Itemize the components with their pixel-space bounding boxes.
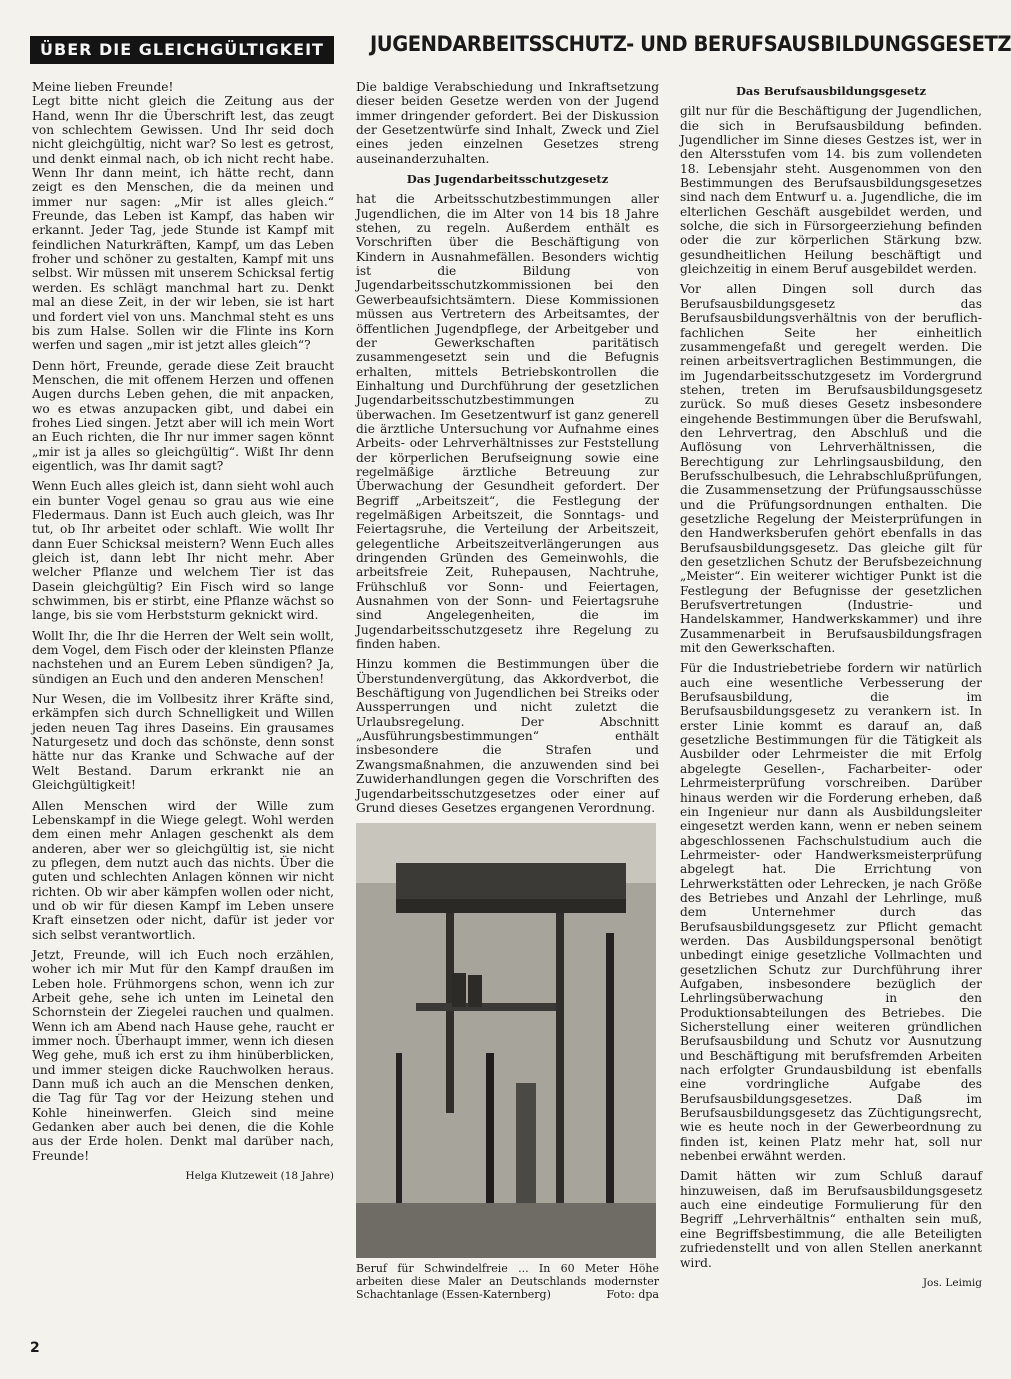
intro-paragraph: Die baldige Verabschiedung und Inkraftsetzung dieser beiden Gesetze werden von der Jugend immer dringender gefordert. Bei der Diskussion der Gesetzentwürfe sind Inhalt, Zweck und Ziel eines jeden einzelnen Gesetzes streng auseinanderzuhalten. bbox=[356, 80, 659, 166]
subheading: Das Jugendarbeitsschutzgesetz bbox=[406, 172, 609, 187]
paragraph: Damit hätten wir zum Schluß darauf hinzuweisen, daß im Berufsausbildungsgesetz auch eine eindeutige Formulierung für den Begriff „Lehrverhältnis“ enthalten sein muß, eine Begriffsbestimmung, die alle Beteiligten zufriedenstellt und von allen Stellen anerkannt wird. bbox=[680, 1169, 982, 1270]
paragraph: gilt nur für die Beschäftigung der Jugendlichen, die sich in Berufsausbildung befinden. Jugendlicher im Sinne dieses Gestzes ist, wer in den Altersstufen vom 14. bis zum vollendeten 18. Lebensjahr steht. Ausgenommen von den Bestimmungen des Berufsausbildungsgesetzes sind nach dem Entwurf u. a. Jugendliche, die im elterlichen Geschäft ausgebildet werden, und solche, die sich in Fürsorgeerziehung befinden oder die zur körperlichen Stärkung bzw. gesundheitlichen Heilung beschäftigt und gleichzeitig in einem Beruf ausgebildet werden. bbox=[680, 104, 982, 277]
subheading: Das Berufsausbildungsgesetz bbox=[735, 84, 927, 98]
paragraph: Meine lieben Freunde! Legt bitte nicht gleich die Zeitung aus der Hand, wenn Ihr die Überschrift lest, das zeugt von schlechtem Gewissen. Und Ihr seid doch nicht gleichgültig, nicht war? So lest es getrost, und denkt einmal nach, ob ich nicht recht habe. Wenn Ihr dann meint, ich hätte recht, dann zeigt es den Menschen, die da meinen und immer nur sagen: „Mir ist alles gleich.“ Freunde, das Leben ist Kampf, das haben wir erkannt. Jeder Tag, jede Stunde ist Kampf mit feindlichen Naturkräften, Kampf, um das Leben froher und schöner zu gestalten, Kampf mit uns selbst. Wir müssen mit unserem Schicksal fertig werden. Es schlägt manchmal hart zu. Denkt mal an diese Zeit, in der wir leben, sie ist hart und fordert viel von uns. Manchmal steht es uns bis zum Halse. Sollen wir die Flinte ins Korn werfen und sagen „mir ist jetzt alles gleich“? bbox=[32, 80, 334, 353]
page-number: 2 bbox=[30, 1340, 40, 1356]
paragraph: Allen Menschen wird der Wille zum Lebenskampf in die Wiege gelegt. Wohl werden dem einen mehr Anlagen geschenkt als dem anderen, aber wer so gleichgültig ist, sie nicht zu pflegen, dem nutzt auch das nichts. Über die guten und schlechten Anlagen können wir nicht richten. Ob wir aber kämpfen wollen oder nicht, und ob wir für diesen Kampf im Leben unsere Kraft einsetzen oder nicht, dafür ist jeder vor sich selbst verantwortlich. bbox=[32, 798, 334, 942]
photo-credit: Foto: dpa bbox=[606, 1288, 659, 1302]
paragraph: Nur Wesen, die im Vollbesitz ihrer Kräfte sind, erkämpfen sich durch Schnelligkeit und Willen jeden neuen Tag ihres Daseins. Ein grausames Naturgesetz und doch das schönste, denn sonst hätte nur das Kranke und Schwache auf der Welt Bestand. Darum erkrankt nie an Gleichgültigkeit! bbox=[32, 692, 334, 793]
column-1 bbox=[32, 80, 334, 1339]
column-2 bbox=[356, 80, 659, 1339]
byline: Jos. Leimig bbox=[922, 1276, 982, 1289]
paragraph: Vor allen Dingen soll durch das Berufsausbildungsgesetz das Berufsausbildungsverhältnis von der beruflich-fachlichen Seite her einheitlich zusammengefaßt und geregelt werden. Die reinen arbeitsvertraglichen Bestimmungen, die im Jugendarbeitsschutzgesetz im Vordergrund stehen, treten im Berufsausbildungsgesetz zurück. So muß dieses Gesetz insbesondere eingehende Bestimmungen über die Berufswahl, den Lehrvertrag, den Abschluß und die Auflösung von Lehrverhältnissen, die Berechtigung zur Lehrlingsausbildung, den Berufsschulbesuch, die Lehrabschlußprüfungen, die Zusammensetzung der Prüfungsausschüsse und die Prüfungsordnungen enthalten. Die gesetzliche Regelung der Meisterprüfungen in den Handwerksberufen gehört ebenfalls in das Berufsausbildungsgesetz. Das gleiche gilt für den gesetzlichen Schutz der Berufsbezeichnung „Meister“. Ein weiterer wichtiger Punkt ist die Festlegung der Befugnisse der gesetzlichen Berufsvertretungen (Industrie- und Handelskammer, Handwerkskammer) und ihre Zusammenarbeit in Berufsausbildungsfragen mit den Gewerkschaften. bbox=[680, 282, 982, 656]
section-header-gleichgueltigkeit: ÜBER DIE GLEICHGÜLTIGKEIT bbox=[30, 36, 334, 64]
paragraph: hat die Arbeitsschutzbestimmungen aller Jugendlichen, die im Alter von 14 bis 18 Jahre stehen, zu regeln. Außerdem enthält es Vorschriften über die Beschäftigung von Kindern in Ausnahmefällen. Besonders wichtig ist die Bildung von Jugendarbeitsschutzkommissionen bei den Gewerbeaufsichtsämtern. Diese Kommissionen müssen aus Vertretern des Arbeitsamtes, der öffentlichen Jugendpflege, der Arbeitgeber und der Gewerkschaften paritätisch zusammengesetzt sein und die Befugnis erhalten, mittels Betriebskontrollen die Einhaltung und Durchführung der gesetzlichen Jugendarbeitsschutzbestimmungen zu überwachen. Im Gesetzentwurf ist ganz generell die ärztliche Untersuchung vor Aufnahme eines Arbeits- oder Lehrverhältnisses zur Feststellung der körperlichen Berufseignung sowie eine regelmäßige ärztliche Betreuung zur Überwachung der Gesundheit gefordert. Der Begriff „Arbeitszeit“, die Festlegung der regelmäßigen Arbeitszeit, die Sonntags- und Feiertagsruhe, die Verteilung der Arbeitszeit, gelegentliche Arbeitszeitverlängerungen aus dringenden Gründen des Gemeinwohls, die arbeitsfreie Zeit, Ruhepausen, Nachtruhe, Frühschluß vor Sonn- und Feiertagen, Ausnahmen von der Sonn- und Feiertagsruhe sind Angelegenheiten, die im Jugendarbeitsschutzgesetz ihre Regelung zu finden haben. bbox=[356, 192, 659, 652]
main-headline: JUGENDARBEITSSCHUTZ- UND BERUFSAUSBILDUNGSGESETZ bbox=[370, 32, 1011, 56]
paragraph: Hinzu kommen die Bestimmungen über die Überstundenvergütung, das Akkordverbot, die Beschäftigung von Jugendlichen bei Streiks oder Aussperrungen und nicht zuletzt die Urlaubsregelung. Der Abschnitt „Ausführungsbestimmungen“ enthält insbesondere die Strafen und Zwangsmaßnahmen, die anzuwenden sind bei Zuwiderhandlungen gegen die Vorschriften des Jugendarbeitsschutzgesetzes oder einer auf Grund dieses Gesetzes ergangenen Verordnung. bbox=[356, 657, 659, 815]
paragraph: Wenn Euch alles gleich ist, dann sieht wohl auch ein bunter Vogel genau so grau aus wie eine Fledermaus. Dann ist Euch auch gleich, was Ihr tut, ob Ihr arbeitet oder schlaft. Wie wollt Ihr dann Euer Schicksal meistern? Wenn Euch alles gleich ist, dann lebt Ihr nicht mehr. Aber welcher Pflanze und welchem Tier ist das Dasein gleichgültig? Ein Fisch wird so lange schwimmen, bis er stirbt, eine Pflanze wächst so lange, bis sie vom Herbststurm geknickt wird. bbox=[32, 479, 334, 623]
photo-mine-shaft bbox=[356, 823, 656, 1258]
column-3 bbox=[680, 80, 982, 1339]
paragraph: Denn hört, Freunde, gerade diese Zeit braucht Menschen, die mit offenem Herzen und offenen Augen durchs Leben gehen, die mit anpacken, wo es etwas anzupacken gibt, und dabei ein frohes Lied singen. Jetzt aber will ich mein Wort an Euch richten, die Ihr nur immer sagen könnt „mir ist ja alles so gleichgültig“. Wißt Ihr denn eigentlich, was Ihr damit sagt? bbox=[32, 358, 334, 473]
paragraph: Für die Industriebetriebe fordern wir natürlich auch eine wesentliche Verbesserung der Berufsausbildung, die im Berufsausbildungsgesetz zu verankern ist. In erster Linie kommt es darauf an, daß gesetzliche Bestimmungen für die Tätigkeit als Ausbilder oder Lehrmeister die mit Erfolg abgelegte Gesellen-, Facharbeiter- oder Lehrmeisterprüfung vorschreiben. Darüber hinaus werden wir die Forderung erheben, daß ein Ingenieur nur dann als Ausbildungsleiter eingesetzt werden kann, wenn er neben seinem abgeschlossenen Fachschulstudium auch die Lehrmeister- oder Handwerksmeisterprüfung abgelegt hat. Die Errichtung von Lehrwerkstätten oder Lehrecken, je nach Größe des Betriebes und Anzahl der Lehrlinge, muß dem Unternehmer durch das Berufsausbildungsgesetz zur Pflicht gemacht werden. Das Ausbildungspersonal benötigt unbedingt einige gesetzliche Vollmachten und gesetzlichen Schutz zur Durchführung ihrer Aufgaben, insbesondere bezüglich der Lehrlingsüberwachung in den Produktionsabteilungen des Betriebes. Die Sicherstellung einer weiteren gründlichen Berufsausbildung und Schutz vor Ausnutzung und Beschäftigung mit berufsfremden Arbeiten nach erfolgter Grundausbildung ist ebenfalls eine vordringliche Aufgabe des Berufsausbildungsgesetzes. Daß im Berufsausbildungsgesetz das Züchtigungsrecht, wie es heute noch in der Gewerbeordnung zu finden ist, keinen Platz mehr hat, soll nur nebenbei erwähnt werden. bbox=[680, 661, 982, 1164]
paragraph: Jetzt, Freunde, will ich Euch noch erzählen, woher ich mir Mut für den Kampf draußen im Leben hole. Frühmorgens schon, wenn ich zur Arbeit gehe, sehe ich unten im Leinetal den Schornstein der Ziegelei rauchen und qualmen. Wenn ich am Abend nach Hause gehe, raucht er immer noch. Überhaupt immer, wenn ich diesen Weg gehe, muß ich erst zu ihm hinüberblicken, und immer steigen dicke Rauchwolken heraus. Dann muß ich auch an die Menschen denken, die Tag für Tag vor der Heizung stehen und Kohle hineinwerfen. Gleich sind meine Gedanken aber auch bei denen, die die Kohle aus der Erde holen. Denkt mal darüber nach, Freunde! bbox=[32, 947, 334, 1163]
photo-illustration bbox=[356, 823, 656, 1258]
photo-caption bbox=[356, 1262, 659, 1301]
byline: Helga Klutzeweit (18 Jahre) bbox=[185, 1170, 334, 1183]
caption-text: Beruf für Schwindelfreie ... In 60 Meter Höhe arbeiten diese Maler an Deutschlands modernster Schachtanlage (Essen-Katernberg) bbox=[356, 1262, 659, 1302]
paragraph: Wollt Ihr, die Ihr die Herren der Welt sein wollt, dem Vogel, dem Fisch oder der kleinsten Pflanze nachstehen und an Eurem Leben sündigen? Ja, sündigen an Euch und den anderen Menschen! bbox=[32, 628, 334, 686]
